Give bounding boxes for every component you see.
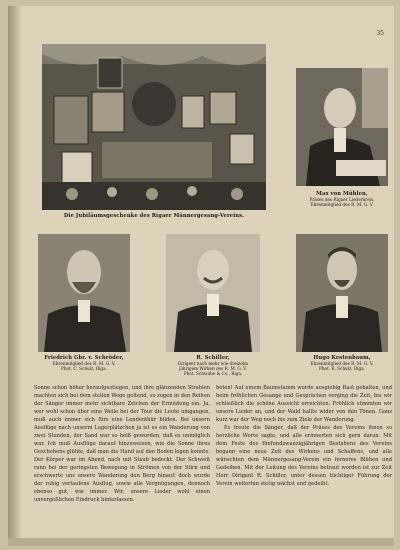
caption-jubilee-gifts: Die Jubiläumsgeschenke des Rigaer Männergesang-Vereins. [63, 213, 245, 219]
portrait-middle-image [166, 234, 260, 352]
text-column-right [216, 384, 392, 488]
caption-max-von-muehlen-line1: Präses des Rigaer Liederkreis, [309, 196, 375, 202]
text-right-paragraph-1: boten! Auf einem Baumstamm wurde ausgiebig Rast gehalten, und beim fröhlichen Gesange und Gesprächen verging die Zeit, bis wir schließlich die schöne Aussicht erreichten. Fröhlich stimmten wir unsere Lieder an, und der Wald hallte wider von den Tönen. Ganz kurz war der Weg noch bis zum Ziele der Wanderung. [216, 385, 392, 423]
portrait-middle [166, 234, 260, 352]
caption-right [290, 356, 394, 372]
caption-right-line2: Phot. E. Schulz, Riga. [319, 365, 365, 371]
portrait-right [296, 234, 388, 352]
text-left-paragraph: Sonne schon höher heraufgestiegen, und ihre glänzenden Strahlen machten sich bei dem steilen Wege geltend, so zogen in den Reihen der Sänger immer mehr sichtbare Zeichen der Ermüdung ein. Ja, wer wohl schon über eine Weile bei der Tour die Leute umgangen, muß auch immer sich fürs eine Lendenthür bilden. Bei unsern Ausflüge nach unserm Lagerplätzchen ja ist es ein Wanderung von zwei Stunden, der Sand war so heiß geworden, daß es unmöglich war. Ich muß Ausflüge darauf hinzuweisen, wie die Sonne ihres Geschehens glühte, daß man die Hand auf den Boden legen konnte. Der Körper war im Abend, nach mit Staub bedeckt. Der Schweiß rann bei der geringsten Bewegung in Strömen von der Stirn und erschwerte uns unsere Wanderung den Berg hinauf; doch wurde der ruhig verlaufene Ausflug, sowie alle Vergnügungen, dennoch ebenso gut, wie immer. Wir, unsere Lieder wohl einen unvergeßlichen Eindruck hinterlassen. [34, 385, 210, 503]
text-right-paragraph-2: Es freute die Sänger, daß der Präses des Vereins ihnen so herzliche Worte sagte, und alle erinnerten sich gern daran. Mit dem Feste des fünfundzwanzigjährigen Bestehens des Vereins begann eine neue Zeit des Wirkens und Schaffens, und alle wünschten dem Männergesang-Verein ein ferneres Blühen und Gedeihen. Mit der Leitung des Vereins betraut worden ist zur Zeit Herr Dirigent R. Schiller, unter dessen tüchtiger Führung der Verein weiterhin stetig wächst und gedeiht. [216, 425, 392, 487]
photo-jubilee-gifts [42, 44, 266, 210]
caption-max-von-muehlen [292, 192, 392, 208]
magazine-page [8, 6, 394, 546]
page-bottom-edge [8, 538, 394, 546]
caption-middle-name: R. Schiller, [196, 355, 230, 361]
caption-left-line2: Phot. C. Schulz, Riga. [61, 365, 107, 371]
caption-middle-line3: Phot. Schwabe & Co., Riga. [183, 370, 243, 376]
caption-right-line1: Ehrenmitglied des R. M. G. V. [310, 360, 374, 366]
caption-left-name: Friedrich Gbr. v. Schröder, [44, 355, 124, 361]
caption-middle-line2: jährigem Wirken des R. M. G. V. [179, 365, 247, 371]
portrait-right-image [296, 234, 388, 352]
caption-middle [158, 356, 268, 376]
portrait-left [38, 234, 130, 352]
photo-jubilee-gifts-image [42, 44, 266, 210]
portrait-left-image [38, 234, 130, 352]
portrait-max-von-muehlen [296, 68, 388, 186]
caption-right-name: Hugo Kestenbaum, [313, 355, 371, 361]
caption-left [30, 356, 138, 372]
caption-middle-line1: Dirigent nach mehr wie dreizehn [177, 360, 249, 366]
page-number: 35 [376, 30, 384, 37]
portrait-max-von-muehlen-image [296, 68, 388, 186]
text-column-left [34, 384, 210, 504]
caption-left-line1: Ehrenmitglied des R. M. G. V. [52, 360, 116, 366]
caption-max-von-muehlen-line2: Ehrenmitglied des R. M. G. V. [310, 201, 374, 207]
caption-max-von-muehlen-name: Max von Mühlen, [316, 191, 368, 197]
